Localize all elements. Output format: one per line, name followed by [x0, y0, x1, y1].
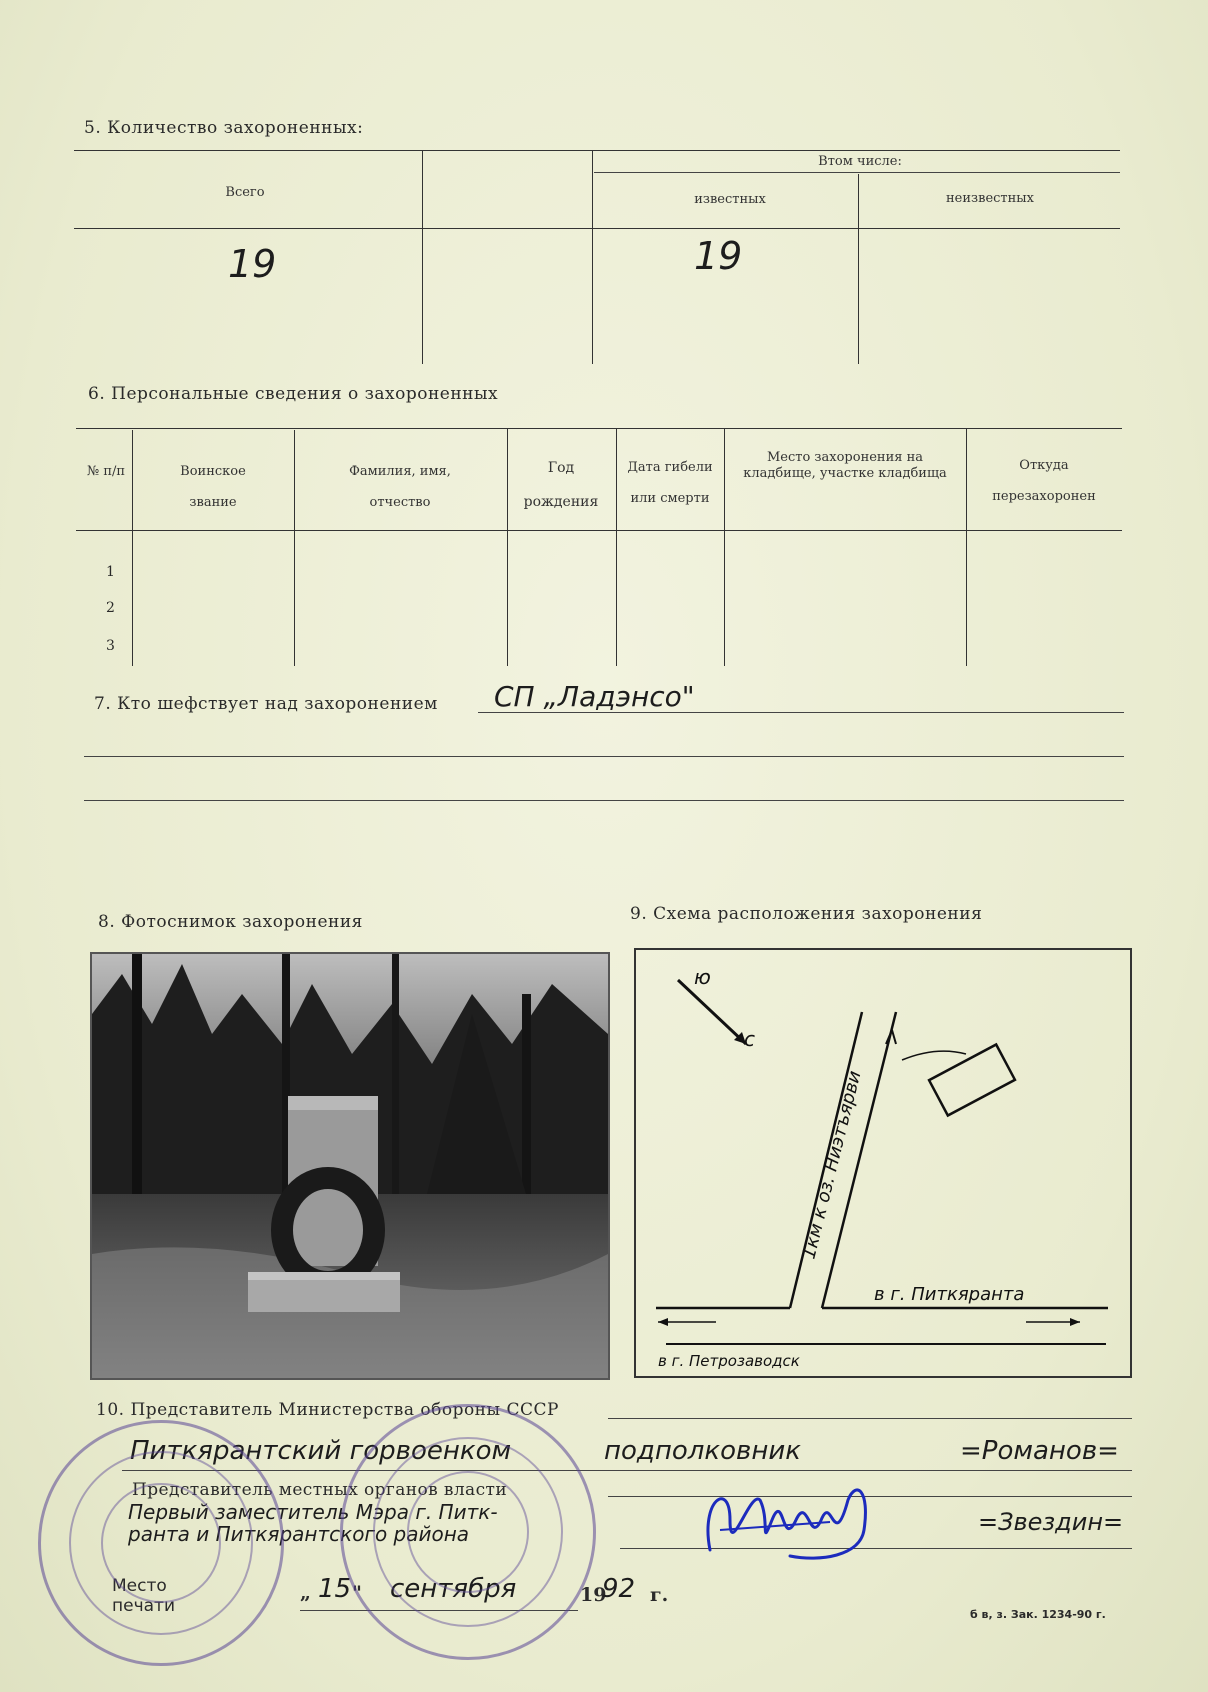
local-name-value: =Звездин= [978, 1508, 1124, 1536]
table6-divider-4 [616, 428, 617, 666]
city-label: в г. Петрозаводск [658, 1352, 800, 1370]
compass-south-label: ю [694, 965, 711, 989]
patron-line-2 [84, 756, 1124, 757]
table5-top-line [74, 150, 1120, 151]
town-label: в г. Питкяранта [874, 1284, 1025, 1305]
col-number: № п/п [86, 464, 126, 479]
location-scheme-drawing [636, 950, 1130, 1376]
table-row-3: 3 [106, 638, 115, 654]
col-rank: Воинское звание [180, 464, 246, 511]
mod-line-1 [608, 1418, 1132, 1419]
patron-line-3 [84, 800, 1124, 801]
table5-sub-line [594, 172, 1120, 173]
table6-divider-6 [966, 428, 967, 666]
memorial-photo [90, 952, 610, 1380]
rank-value: подполковник [604, 1436, 801, 1466]
section-10-title: 10. Представитель Министерства обороны СССР [96, 1400, 559, 1420]
mod-line-2 [122, 1470, 1132, 1471]
date-month-value: сентября [390, 1574, 517, 1604]
table5-divider-3 [858, 174, 859, 364]
section-9-title: 9. Схема расположения захоронения [630, 904, 983, 924]
table-row-1: 1 [106, 564, 115, 580]
compass-arrow [678, 980, 746, 1044]
section-7-title: 7. Кто шефствует над захоронением [94, 694, 438, 714]
date-year-prefix: 19 [580, 1584, 607, 1606]
section-8-title: 8. Фотоснимок захоронения [98, 912, 363, 932]
col-full-name: Фамилия, имя, отчество [349, 464, 451, 511]
total-value: 19 [228, 242, 277, 286]
stamp-place-label-2: печати [112, 1596, 175, 1616]
local-position-line-1: Первый заместитель Мэра г. Питк- [128, 1500, 498, 1524]
date-close-quote: " [352, 1582, 362, 1604]
local-authority-title: Представитель местных органов власти [132, 1480, 508, 1500]
known-header: известных [694, 192, 766, 207]
table5-divider-2 [592, 150, 593, 364]
table5-divider-1 [422, 150, 423, 364]
unknown-header: неизвестных [946, 191, 1034, 206]
known-value: 19 [694, 234, 743, 278]
official-seal-left [38, 1420, 284, 1666]
location-scheme [634, 948, 1132, 1378]
patron-line-1 [478, 712, 1124, 713]
date-year-suffix: г. [650, 1584, 669, 1606]
table6-divider-5 [724, 428, 725, 666]
burial-site-marker [929, 1045, 1015, 1116]
col-death-date: Дата гибели или смерти [627, 460, 713, 507]
section-6-title: 6. Персональные сведения о захороненных [88, 384, 499, 404]
col-burial-place: Место захоронения на кладбище, участке кладбища [743, 450, 947, 482]
table6-divider-2 [294, 430, 295, 666]
print-info: б в, з. Зак. 1234-90 г. [970, 1608, 1106, 1621]
table6-divider-3 [507, 428, 508, 666]
military-name-value: =Романов= [960, 1436, 1119, 1466]
memorial-photo-image [92, 954, 608, 1378]
stamp-place-label: Место [112, 1576, 167, 1596]
in-number-label: Втом числе: [818, 154, 902, 169]
date-open-quote: „ [300, 1582, 311, 1604]
col-reburied-from: Откуда перезахоронен [992, 458, 1096, 505]
signature [700, 1460, 880, 1570]
col-birth-year: Год рождения [523, 460, 599, 510]
date-day-value: 15 [318, 1574, 352, 1604]
date-year-value: 92 [602, 1574, 636, 1604]
table6-divider-1 [132, 430, 133, 666]
road-label: 1км к оз. Ниэтъярви [798, 1068, 866, 1262]
compass-north-label: с [744, 1027, 755, 1051]
total-header: Всего [225, 185, 265, 200]
patron-value: СП „Ладэнсо" [494, 680, 695, 713]
local-position-line-2: ранта и Питкярантского района [128, 1522, 470, 1546]
military-commissar-value: Питкярантский горвоенком [130, 1436, 512, 1466]
table5-header-line [74, 228, 1120, 229]
official-seal-right [340, 1404, 596, 1660]
section-5-title: 5. Количество захороненных: [84, 118, 364, 138]
table-row-2: 2 [106, 600, 115, 616]
